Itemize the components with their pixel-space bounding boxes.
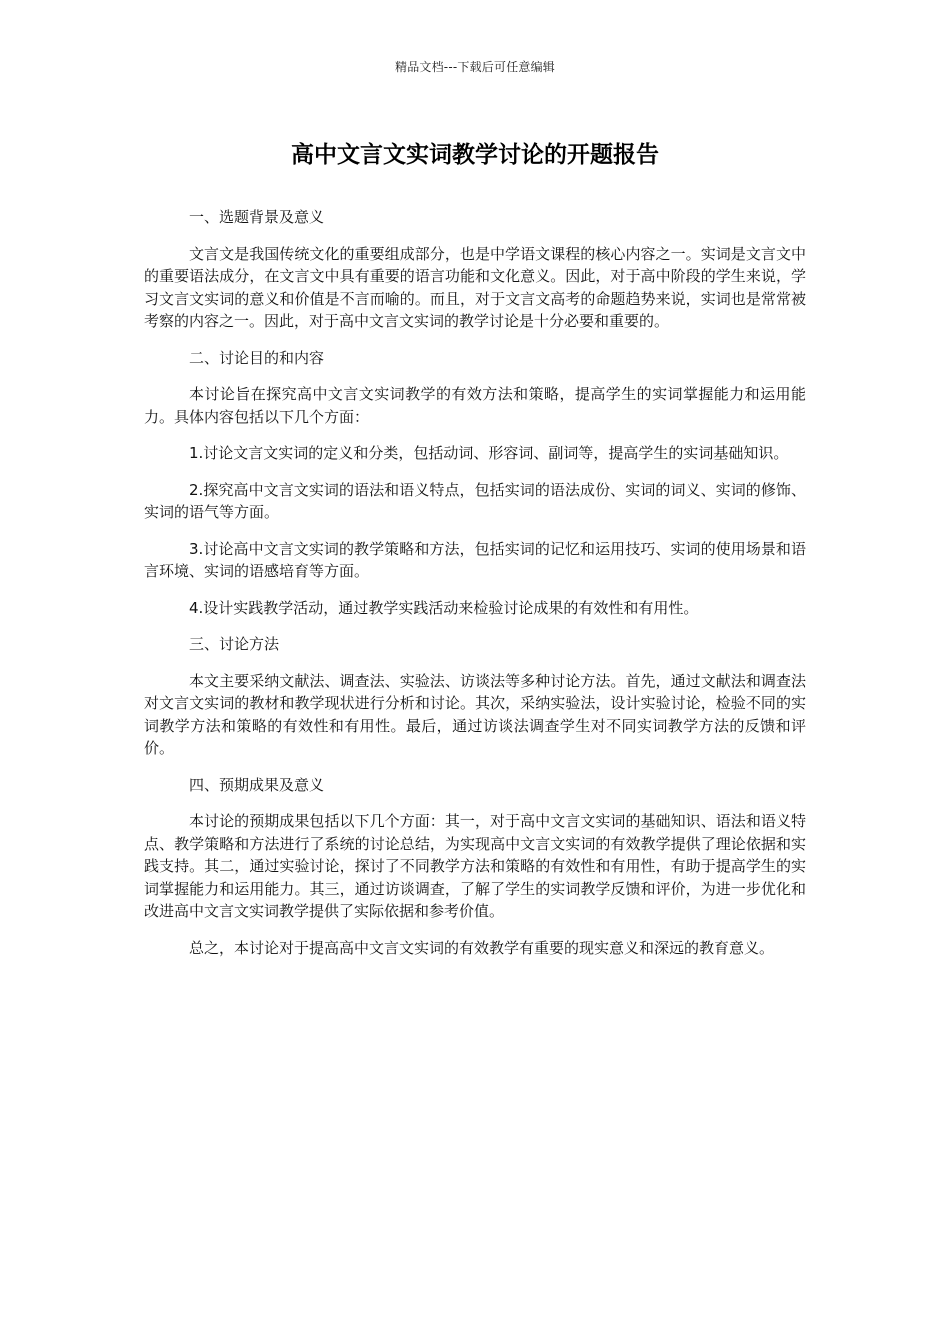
section-heading-background: 一、选题背景及意义 <box>189 208 325 226</box>
header-note: 精品文档---下载后可任意编辑 <box>395 60 555 74</box>
list-item-4: 4.设计实践教学活动，通过教学实践活动来检验讨论成果的有效性和有用性。 <box>189 598 699 617</box>
list-item-3: 3.讨论高中文言文实词的教学策略和方法，包括实词的记忆和运用技巧、实词的使用场景和语言环境、实词的语感培育等方面。 <box>144 539 806 580</box>
list-item-1: 1.讨论文言文实词的定义和分类，包括动词、形容词、副词等，提高学生的实词基础知识。 <box>189 444 789 462</box>
list-item-2: 2.探究高中文言文实词的语法和语义特点，包括实词的语法成份、实词的词义、实词的修饰、实词的语气等方面。 <box>144 480 806 521</box>
section-heading-purpose: 二、讨论目的和内容 <box>189 348 325 367</box>
paragraph-background: 文言文是我国传统文化的重要组成部分，也是中学语文课程的核心内容之一。实词是文言文中的重要语法成分，在文言文中具有重要的语言功能和文化意义。因此，对于高中阶段的学生来说，学习文言文实词的意义和价值是不言而喻的。而且，对于文言文高考的命题趋势来说，实词也是常常被考察的内容之一。因此，对于高中文言文实词的教学讨论是十分必要和重要的。 <box>144 244 806 330</box>
section-heading-outcomes: 四、预期成果及意义 <box>189 775 325 794</box>
paragraph-outcomes: 本讨论的预期成果包括以下几个方面：其一，对于高中文言文实词的基础知识、语法和语义特点、教学策略和方法进行了系统的讨论总结，为实现高中文言文实词的有效教学提供了理论依据和实践支持。其二，通过实验讨论，探讨了不同教学方法和策略的有效性和有用性，有助于提高学生的实词掌握能力和运用能力。其三，通过访谈调查，了解了学生的实词教学反馈和评价，为进一步优化和改进高中文言文实词教学提供了实际依据和参考价值。 <box>144 812 806 920</box>
paragraph-purpose: 本讨论旨在探究高中文言文实词教学的有效方法和策略，提高学生的实词掌握能力和运用能力。具体内容包括以下几个方面： <box>144 385 806 426</box>
section-heading-methods: 三、讨论方法 <box>189 635 280 653</box>
document-body <box>144 206 806 973</box>
paragraph-methods: 本文主要采纳文献法、调查法、实验法、访谈法等多种讨论方法。首先，通过文献法和调查法对文言文实词的教材和教学现状进行分析和讨论。其次，采纳实验法，设计实验讨论，检验不同的实词教学方法和策略的有效性和有用性。最后，通过访谈法调查学生对不同实词教学方法的反馈和评价。 <box>144 671 806 757</box>
document-title: 高中文言文实词教学讨论的开题报告 <box>291 142 659 168</box>
paragraph-conclusion: 总之，本讨论对于提高高中文言文实词的有效教学有重要的现实意义和深远的教育意义。 <box>189 938 775 957</box>
